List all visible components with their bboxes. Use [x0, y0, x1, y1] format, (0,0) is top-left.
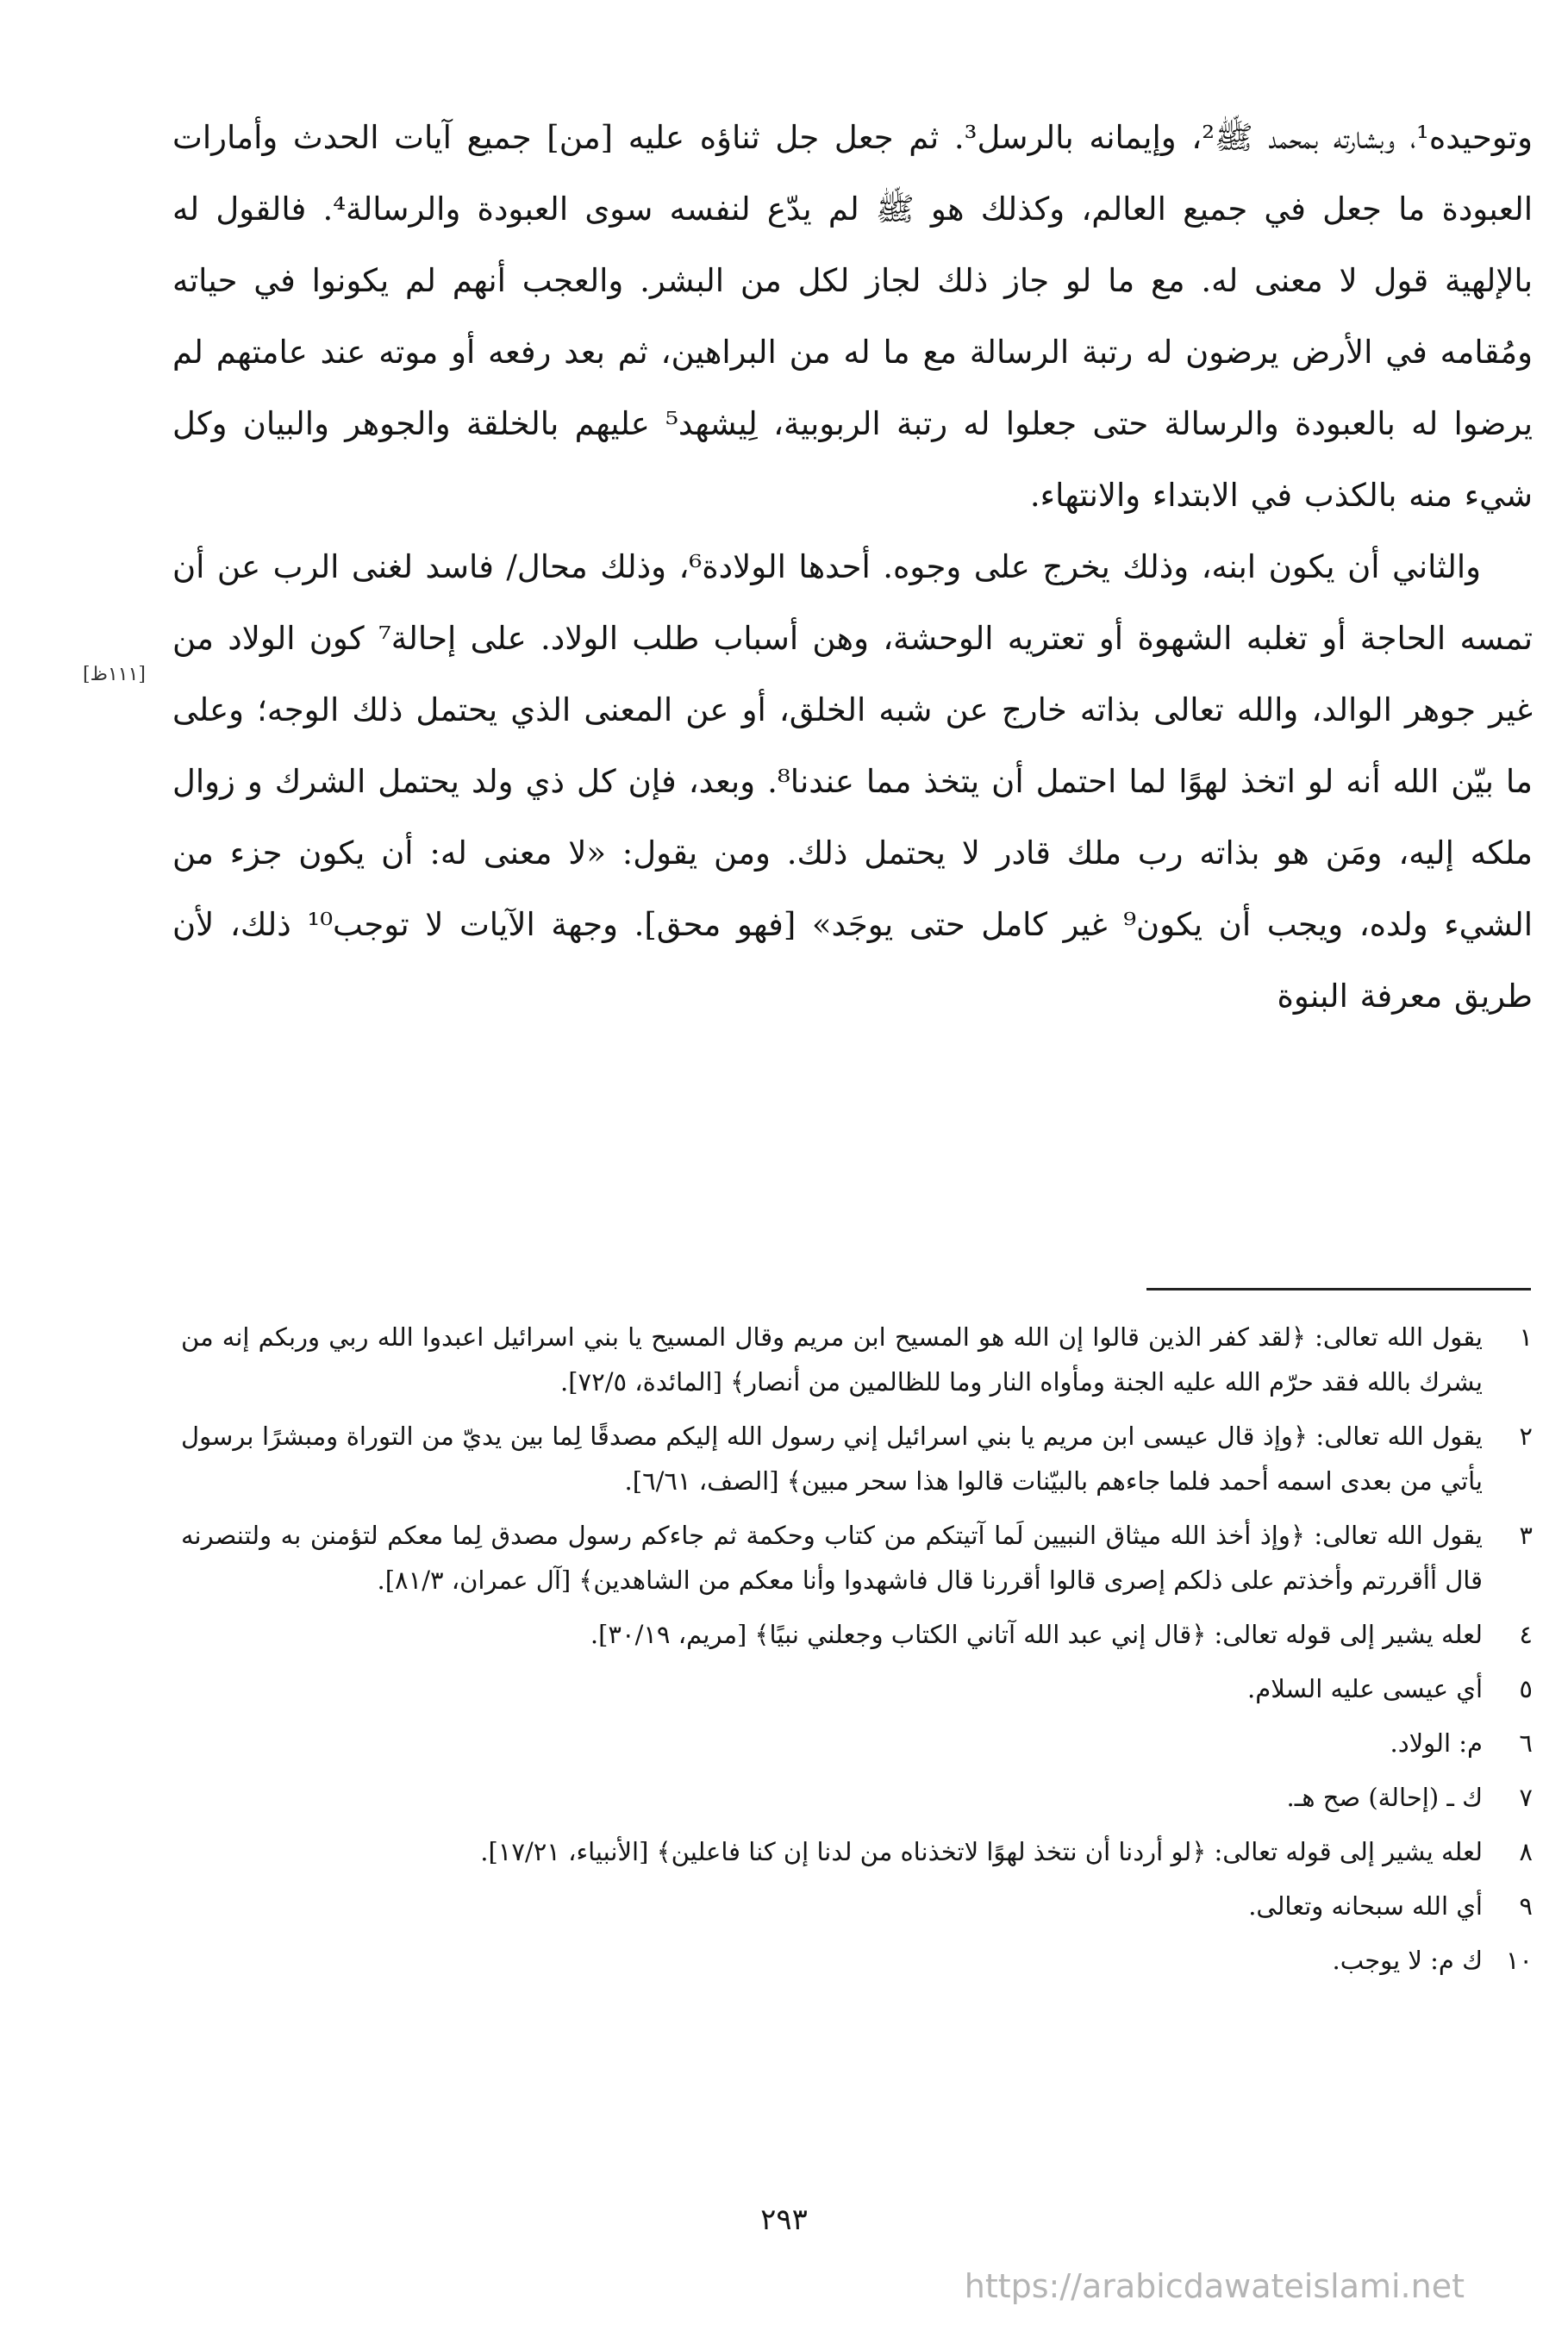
footnote	[181, 1721, 1533, 1765]
footnote	[181, 1513, 1533, 1603]
footnote	[181, 1414, 1533, 1503]
footnote-text: يقول الله تعالى: ﴿لقد كفر الذين قالوا إن الله هو المسيح ابن مريم وقال المسيح يا بني اسرائيل اعبدوا الله ربي وربكم إنه من يشرك بالله فقد حرّم الله عليه الجنة ومأواه النار وما للظالمين من أنصار﴾ [المائدة، ٧٢/٥].	[181, 1322, 1483, 1397]
paragraph: وتوحيده¹، وبشارته بمحمد ﷺ²، وإيمانه بالرسل³. ثم جعل جل ثناؤه عليه [من] جميع آيات الحدث وأمارات العبودة ما جعل في جميع العالم، وكذلك هو ﷺ لم يدّع لنفسه سوى العبودة والرسالة⁴. فالقول له بالإلهية قول لا معنى له. مع ما لو جاز ذلك لجاز لكل من البشر. والعجب أنهم لم يكونوا في حياته ومُقامه في الأرض يرضون له رتبة الرسالة مع ما له من البراهين، ثم بعد رفعه أو موته عند عامتهم لم يرضوا له بالعبودة والرسالة حتى جعلوا له رتبة الربوبية، لِيشهد⁵ عليهم بالخلقة والجوهر والبيان وكل شيء منه بالكذب في الابتداء والانتهاء.	[172, 119, 1534, 514]
footnote	[181, 1884, 1533, 1928]
footnote	[181, 1666, 1533, 1711]
footnote	[181, 1938, 1533, 1983]
footnote-number: ٧	[1519, 1783, 1533, 1812]
footnote-number: ٣	[1519, 1521, 1533, 1550]
footnote-text: أي عيسى عليه السلام.	[1247, 1674, 1483, 1703]
footnote-separator	[1146, 1288, 1531, 1290]
manuscript-folio-note: [١١١ظ]	[83, 664, 146, 685]
footnote-text: يقول الله تعالى: ﴿وإذ أخذ الله ميثاق النبيين لَما آتيتكم من كتاب وحكمة ثم جاءكم رسول مصدق لِما معكم لتؤمنن به ولتنصرنه قال أأقررتم وأخذتم على ذلكم إصرى قالوا أقررنا قال فاشهدوا وأنا معكم من الشاهدين﴾ [آل عمران، ٨١/٣].	[181, 1521, 1484, 1595]
footnote-number: ٩	[1519, 1891, 1533, 1921]
footnotes-list	[181, 1315, 1533, 1992]
footnote-number: ٢	[1519, 1422, 1533, 1451]
footnote	[181, 1315, 1533, 1404]
page-number: ٢٩٣	[760, 2203, 808, 2237]
footnote-number: ٥	[1519, 1674, 1533, 1703]
footnote-text: ك ـ (إحالة) صح هـ.	[1286, 1783, 1483, 1812]
footnote-number: ٨	[1519, 1837, 1533, 1866]
footnote	[181, 1612, 1533, 1657]
footnote-number: ١٠	[1505, 1946, 1533, 1975]
watermark-url: https://arabicdawateislami.net	[964, 2267, 1465, 2305]
footnote	[181, 1829, 1533, 1874]
footnote-text: م: الولاد.	[1390, 1728, 1483, 1758]
footnote-number: ٤	[1519, 1620, 1533, 1649]
footnote-number: ٦	[1519, 1728, 1533, 1758]
footnote-text: لعله يشير إلى قوله تعالى: ﴿لو أردنا أن نتخذ لهوًا لاتخذناه من لدنا إن كنا فاعلين﴾ [الأنبياء، ١٧/٢١].	[480, 1837, 1483, 1866]
footnote	[181, 1775, 1533, 1820]
footnote-text: لعله يشير إلى قوله تعالى: ﴿قال إني عبد الله آتاني الكتاب وجعلني نبيًا﴾ [مريم، ٣٠/١٩].	[590, 1620, 1483, 1649]
main-text	[172, 102, 1533, 1032]
footnote-number: ١	[1519, 1322, 1533, 1352]
paragraph: والثاني أن يكون ابنه، وذلك يخرج على وجوه. أحدها الولادة⁶، وذلك محال/ فاسد لغنى الرب عن أن تمسه الحاجة أو تغلبه الشهوة أو تعتريه الوحشة، وهن أسباب طلب الولاد. على إحالة⁷ كون الولاد من غير جوهر الوالد، والله تعالى بذاته خارج عن شبه الخلق، أو عن المعنى الذي يحتمل ذلك الوجه؛ وعلى ما بيّن الله أنه لو اتخذ لهوًا لما احتمل أن يتخذ مما عندنا⁸. وبعد، فإن كل ذي ولد يحتمل الشرك و زوال ملكه إليه، ومَن هو بذاته رب ملك قادر لا يحتمل ذلك. ومن يقول: «لا معنى له: أن يكون جزء من الشيء ولده، ويجب أن يكون⁹ غير كامل حتى يوجَد» [فهو محق]. وجهة الآيات لا توجب¹⁰ ذلك، لأن طريق معرفة البنوة	[172, 548, 1533, 1015]
footnote-text: أي الله سبحانه وتعالى.	[1248, 1891, 1483, 1921]
footnote-text: ك م: لا يوجب.	[1332, 1946, 1483, 1975]
footnote-text: يقول الله تعالى: ﴿وإذ قال عيسى ابن مريم يا بني اسرائيل إني رسول الله إليكم مصدقًا لِما بين يديّ من التوراة ومبشرًا برسول يأتي من بعدى اسمه أحمد فلما جاءهم بالبيّنات قالوا هذا سحر مبين﴾ [الصف، ٦/٦١].	[181, 1422, 1483, 1496]
